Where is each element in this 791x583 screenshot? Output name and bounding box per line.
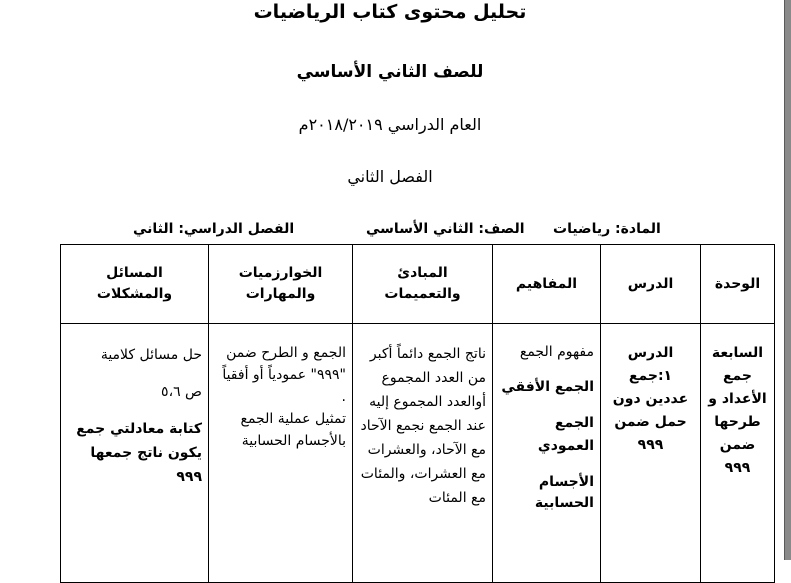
header-principles: المبادئ والتعميمات xyxy=(353,245,493,324)
cell-problems xyxy=(61,324,209,583)
cell-concepts xyxy=(493,324,601,583)
table-row xyxy=(61,324,775,583)
cell-unit: السابعة جمع الأعداد و طرحها ضمن ٩٩٩ xyxy=(701,324,775,583)
cell-algorithms xyxy=(209,324,353,583)
cell-principles xyxy=(353,324,493,583)
grade-label: الصف: الثاني الأساسي xyxy=(366,221,525,237)
problem-item: ص ٥،٦ xyxy=(161,384,202,400)
grade-line: للصف الثاني الأساسي xyxy=(296,62,484,82)
semester-label: الفصل الدراسي: الثاني xyxy=(133,221,295,237)
principle-item: عند الجمع نجمع الآحاد مع الآحاد، والعشرات مع العشرات، والمئات مع المئات xyxy=(360,418,486,506)
scrollbar-edge xyxy=(784,0,791,560)
header-concepts: المفاهيم xyxy=(493,245,601,324)
principle-item: ناتج الجمع دائماً أكبر من العدد المجموع أوالعدد المجموع إليه xyxy=(369,346,486,410)
header-unit: الوحدة xyxy=(701,245,775,324)
header-algorithms: الخوارزميات والمهارات xyxy=(209,245,353,324)
cell-lesson: الدرس ١:جمع عددين دون حمل ضمن ٩٩٩ xyxy=(601,324,701,583)
concept-item: الجمع العمودي xyxy=(537,415,594,454)
concept-item: الجمع الأفقي xyxy=(501,379,594,395)
algorithm-item: تمثيل عملية الجمع بالأجسام الحسابية xyxy=(240,411,346,449)
problem-item: حل مسائل كلامية xyxy=(100,347,202,363)
concept-item: الأجسام الحسابية xyxy=(534,474,594,511)
semester-line: الفصل الثاني xyxy=(347,167,433,186)
table-header-row xyxy=(61,245,775,324)
problem-item: كتابة معادلتي جمع يكون ناتج جمعها ٩٩٩ xyxy=(76,421,202,485)
year-line: العام الدراسي ٢٠١٨/٢٠١٩م xyxy=(298,115,482,134)
header-problems: المسائل والمشكلات xyxy=(61,245,209,324)
algorithm-item: الجمع و الطرح ضمن "٩٩٩" عمودياً أو أفقياً . xyxy=(222,345,346,405)
concept-item: مفهوم الجمع xyxy=(519,344,594,360)
subject-label: المادة: رياضيات xyxy=(553,221,661,237)
content-analysis-table xyxy=(60,244,775,583)
header-lesson: الدرس xyxy=(601,245,701,324)
document-title: تحليل محتوى كتاب الرياضيات xyxy=(253,1,527,23)
